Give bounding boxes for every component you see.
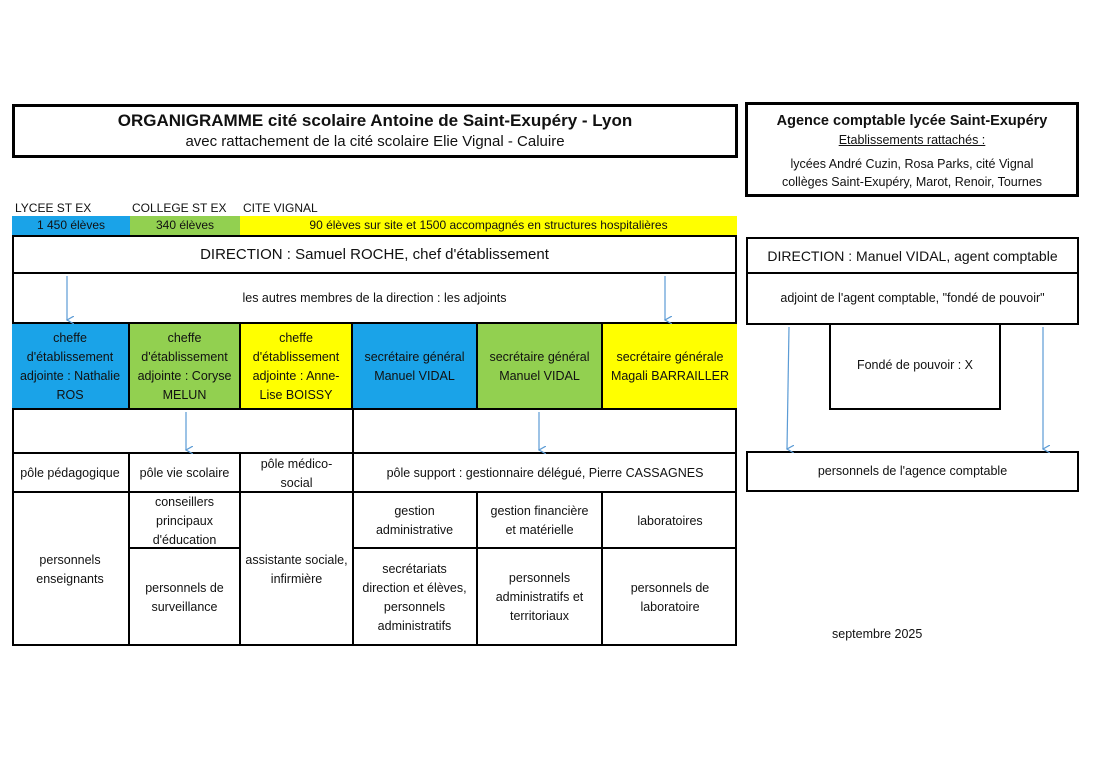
staff-line: assistante sociale, bbox=[245, 552, 348, 567]
staff-line: personnels bbox=[508, 571, 571, 585]
deputy-line: d'établissement bbox=[141, 350, 228, 364]
page-subtitle: avec rattachement de la cité scolaire Elie Vignal - Caluire bbox=[185, 133, 565, 150]
page-title: ORGANIGRAMME cité scolaire Antoine de Saint-Exupéry - Lyon bbox=[117, 111, 633, 130]
agency-direction: DIRECTION : Manuel VIDAL, agent comptable bbox=[746, 237, 1079, 274]
staff-line: laboratoire bbox=[640, 599, 700, 614]
school-label-vignal: CITE VIGNAL bbox=[243, 201, 318, 215]
deputy-line: Lise BOISSY bbox=[259, 388, 333, 402]
staff-line: gestion financière bbox=[490, 504, 589, 518]
school-count-vignal: 90 élèves sur site et 1500 accompagnés en structures hospitalières bbox=[240, 216, 737, 235]
deputy-line: Manuel VIDAL bbox=[499, 369, 580, 383]
date-label: septembre 2025 bbox=[832, 627, 923, 641]
deputy-line: MELUN bbox=[162, 388, 207, 402]
staff-line: administrative bbox=[375, 523, 454, 537]
pole-pedagogique: pôle pédagogique bbox=[12, 452, 130, 493]
deputy-line: cheffe bbox=[53, 331, 87, 345]
deputy-line: secrétaire général bbox=[489, 350, 590, 364]
agency-staff: personnels de l'agence comptable bbox=[746, 451, 1079, 492]
deputy-line: cheffe bbox=[167, 331, 202, 345]
deputy-line: adjointe : Nathalie bbox=[19, 369, 121, 383]
pole-line: pôle médico- bbox=[260, 456, 333, 471]
direction-members: les autres membres de la direction : les adjoints bbox=[12, 272, 737, 323]
school-label-college: COLLEGE ST EX bbox=[132, 201, 227, 215]
staff-line: et matérielle bbox=[505, 523, 574, 537]
staff-line: personnels bbox=[39, 552, 101, 567]
agency-title: Agence comptable lycée Saint-Exupéry bbox=[776, 113, 1048, 129]
staff-line: personnels de bbox=[630, 580, 710, 595]
deputy-line: cheffe bbox=[279, 331, 313, 345]
staff-line: administratifs bbox=[377, 618, 452, 633]
pole-support: pôle support : gestionnaire délégué, Pierre CASSAGNES bbox=[353, 452, 737, 493]
staff-line: gestion bbox=[394, 504, 435, 518]
staff-line: surveillance bbox=[151, 599, 218, 614]
deputy-line: ROS bbox=[56, 388, 84, 402]
deputy-line: secrétaire général bbox=[364, 350, 465, 364]
staff-line: secrétariats bbox=[382, 561, 447, 576]
deputy-line: Manuel VIDAL bbox=[374, 369, 455, 383]
school-count-college: 340 élèves bbox=[130, 216, 240, 235]
staff-line: conseillers bbox=[154, 494, 215, 509]
staff-line: personnels de bbox=[145, 580, 224, 595]
pole-line: social bbox=[280, 475, 313, 490]
agency-deputy: adjoint de l'agent comptable, "fondé de pouvoir" bbox=[746, 272, 1079, 325]
deputy-line: secrétaire générale bbox=[616, 350, 724, 364]
staff-line: infirmière bbox=[270, 571, 323, 586]
deputy-line: Magali BARRAILLER bbox=[610, 369, 730, 383]
arrow-down bbox=[787, 327, 789, 449]
agency-attached-heading: Etablissements rattachés : bbox=[838, 133, 986, 147]
staff-line: administratifs et bbox=[495, 590, 584, 604]
deputy-line: adjointe : Coryse bbox=[137, 369, 232, 383]
staff-line: personnels bbox=[383, 599, 446, 614]
staff-labo: laboratoires bbox=[603, 491, 737, 549]
staff-line: direction et élèves, bbox=[362, 580, 467, 595]
staff-line: territoriaux bbox=[509, 609, 570, 623]
staff-line: d'éducation bbox=[152, 532, 217, 547]
school-count-lycee: 1 450 élèves bbox=[12, 216, 130, 235]
agency-fonde-box: Fondé de pouvoir : X bbox=[829, 323, 1001, 410]
deputy-line: d'établissement bbox=[26, 350, 114, 364]
agency-attached-line2: collèges Saint-Exupéry, Marot, Renoir, Tournes bbox=[781, 175, 1043, 189]
direction-head: DIRECTION : Samuel ROCHE, chef d'établissement bbox=[200, 245, 549, 263]
pole-vie-scolaire: pôle vie scolaire bbox=[130, 452, 241, 493]
school-label-lycee: LYCEE ST EX bbox=[15, 201, 92, 215]
staff-line: principaux bbox=[156, 513, 213, 528]
agency-attached-line1: lycées André Cuzin, Rosa Parks, cité Vignal bbox=[790, 157, 1034, 171]
deputy-line: adjointe : Anne- bbox=[252, 369, 340, 383]
staff-line: enseignants bbox=[36, 571, 104, 586]
deputy-line: d'établissement bbox=[252, 350, 340, 364]
